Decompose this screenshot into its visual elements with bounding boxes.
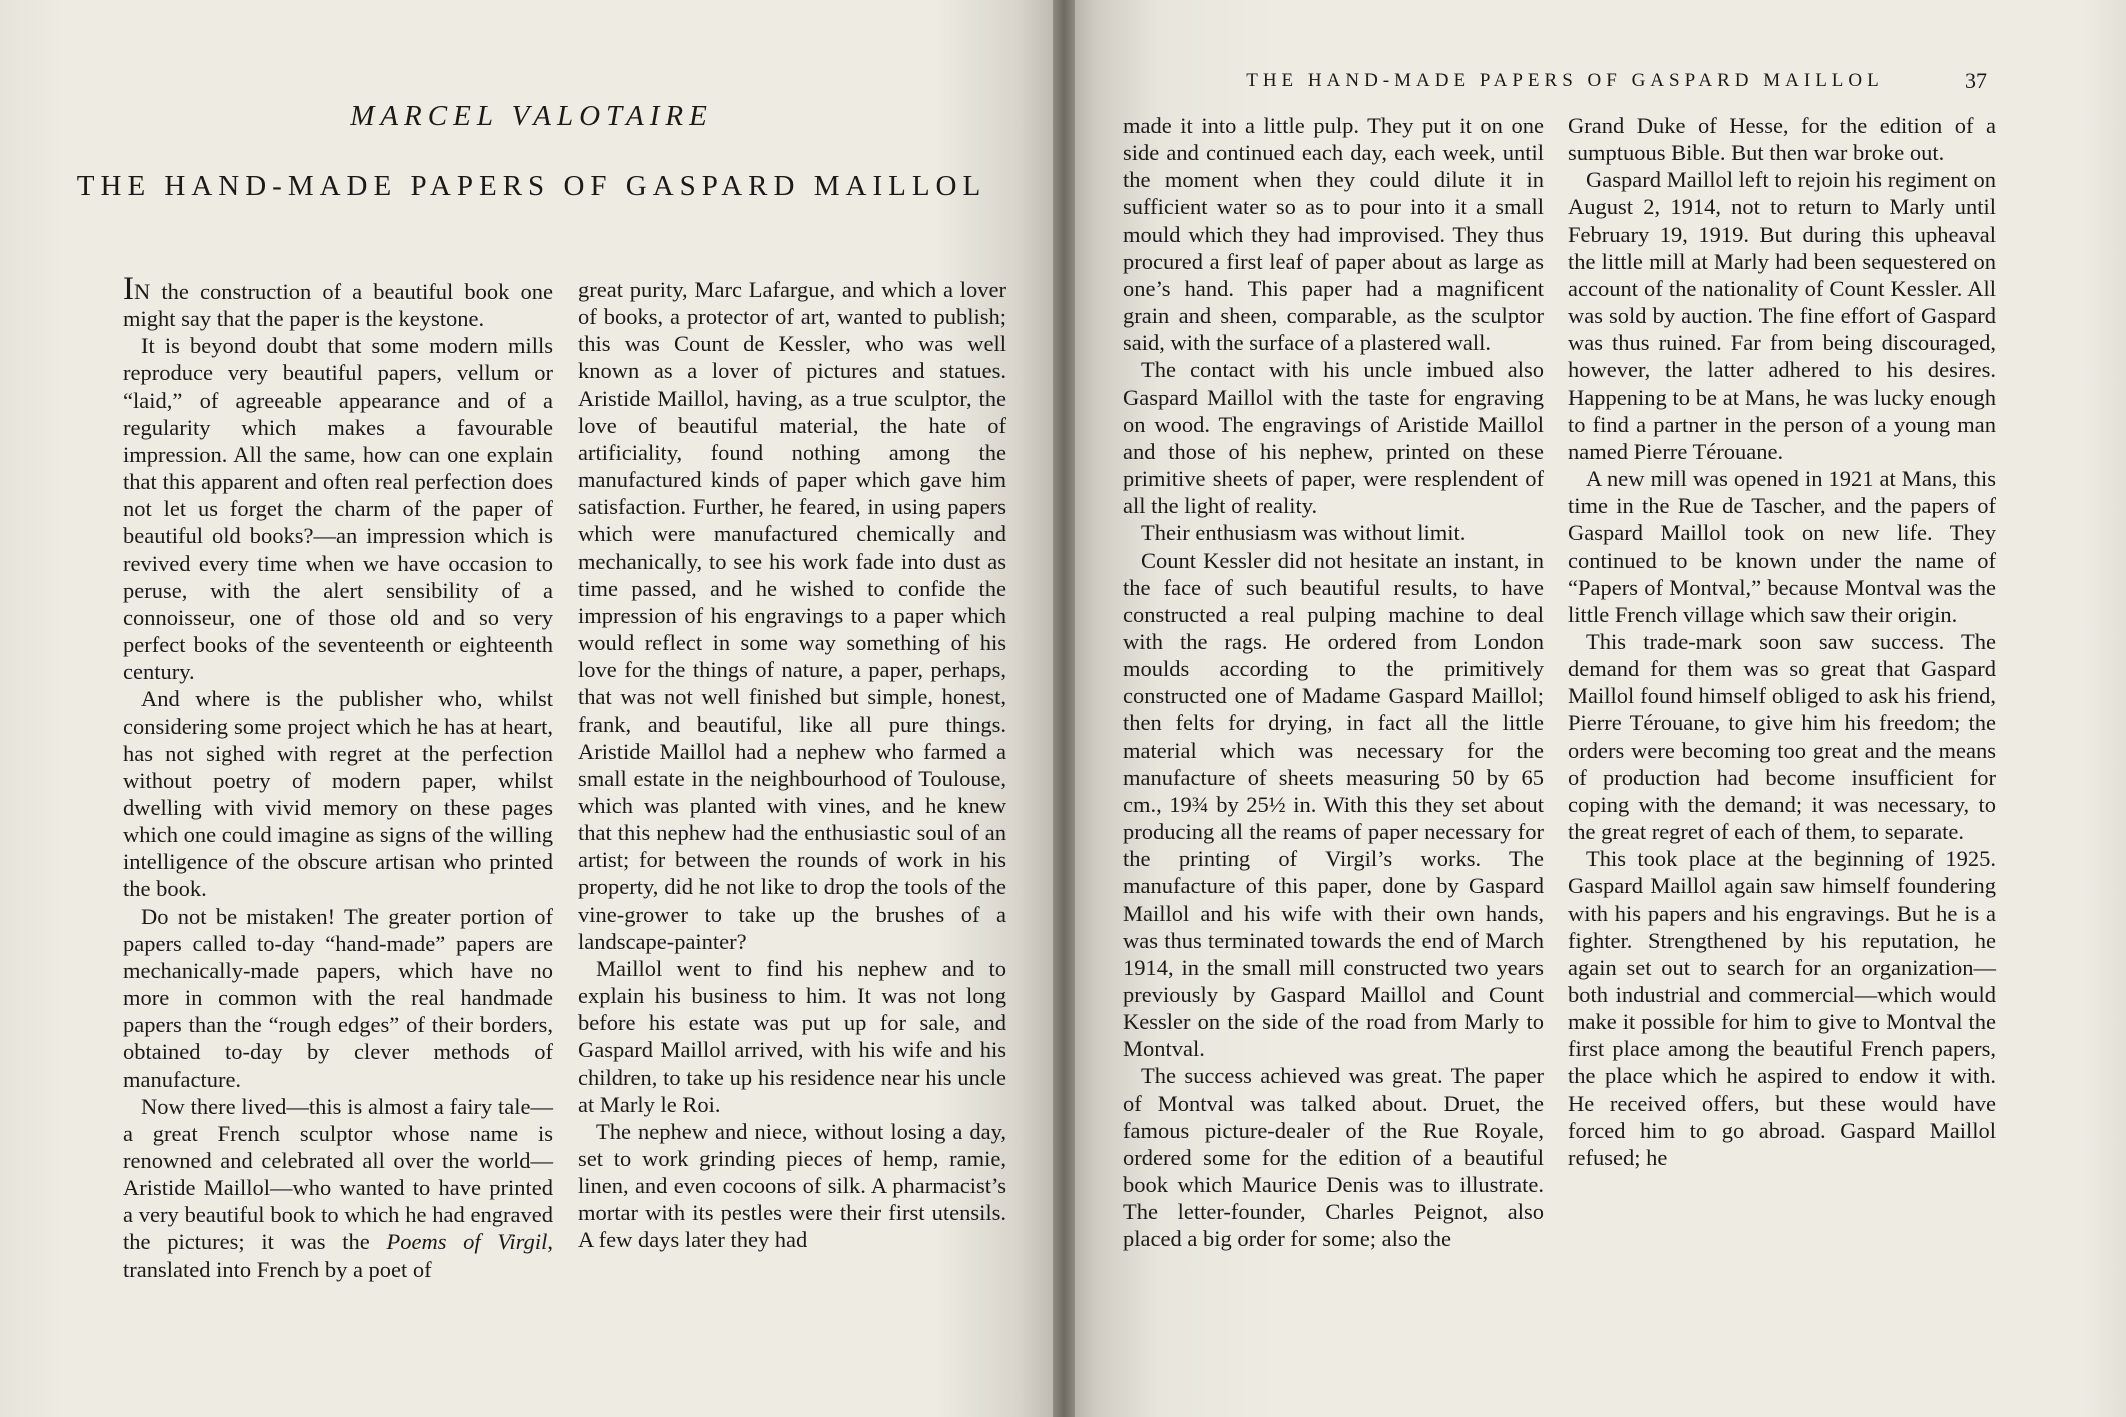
text-column-2 xyxy=(578,276,1006,1254)
paragraph: The success achieved was great. The paper of Montval was talked about. Druet, the famous picture-dealer of the Rue Royale, ordered some for the edition of a beautiful book which Maurice Denis was to illustrate. The letter-founder, Charles Peignot, also placed a big order for some; also the xyxy=(1123,1063,1544,1252)
paragraph: And where is the publisher who, whilst considering some project which he has at heart, has not sighed with regret at the perfection without poetry of modern paper, whilst dwelling with vivid memory on these pages which one could imagine as signs of the willing intelligence of the obscure artisan who printed the book. xyxy=(123,686,553,902)
author-name: MARCEL VALOTAIRE xyxy=(350,100,713,132)
book-title-italic: Poems of Virgil xyxy=(386,1229,548,1255)
text-column-1 xyxy=(123,271,553,1283)
paragraph xyxy=(123,271,553,332)
paragraph-text: Now there lived—this is almost a fairy tale—a great French sculptor whose name is renowned and celebrated all over the world—Aristide Maillol—who wanted to have printed a very beautiful book to which he had engraved the pictures; it was the xyxy=(123,1093,553,1255)
paragraph: This took place at the beginning of 1925. Gaspard Maillol again saw himself foundering with his papers and his engravings. But he is a fighter. Strengthened by his reputation, he again set out to search for an organization—both industrial and commercial—which would make it possible for him to give to Montval the first place among the beautiful French papers, the place which he aspired to endow it with. He received offers, but these would have forced him to go abroad. Gaspard Maillol refused; he xyxy=(1568,846,1996,1170)
paragraph: It is beyond doubt that some modern mills reproduce very beautiful papers, vellum or “laid,” of agreeable appearance and of a regularity which makes a favourable impression. All the same, how can one explain that this apparent and often real perfection does not let us forget the charm of the paper of beautiful old books?—an impression which is revived every time when we have occasion to peruse, with the alert sensibility of a connoisseur, one of those old and so very perfect books of the seventeenth or eighteenth century. xyxy=(123,333,553,685)
paragraph: Gaspard Maillol left to rejoin his regiment on August 2, 1914, not to return to Marly until February 19, 1919. But during this upheaval the little mill at Marly had been sequestered on account of the nationality of Count Kessler. All was sold by auction. The fine effort of Gaspard was thus ruined. Far from being discouraged, however, the latter adhered to his desires. Happening to be at Mans, he was lucky enough to find a partner in the person of a young man named Pierre Térouane. xyxy=(1568,167,1996,464)
paragraph: Maillol went to find his nephew and to explain his business to him. It was not long before his estate was put up for sale, and Gaspard Maillol arrived, with his wife and his children, to take up his residence near his uncle at Marly le Roi. xyxy=(578,955,1006,1117)
book-gutter xyxy=(1053,0,1075,1417)
paragraph xyxy=(123,1093,553,1283)
text-column-4 xyxy=(1568,112,1996,1171)
paragraph: A new mill was opened in 1921 at Mans, this time in the Rue de Tascher, and the papers of Gaspard Maillol took on new life. They continued to be known under the name of “Papers of Montval,” because Montval was the little French village which saw their origin. xyxy=(1568,466,1996,627)
paragraph: Grand Duke of Hesse, for the edition of a sumptuous Bible. But then war broke out. xyxy=(1568,113,1996,166)
initial-letter: I xyxy=(123,271,134,307)
paragraph: made it into a little pulp. They put it on one side and continued each day, each week, until the moment when they could dilute it in sufficient water so as to pour into it a small mould which they had improvised. They thus procured a first leaf of paper about as large as one’s hand. This paper had a magnificent grain and sheen, comparable, as the sculptor said, with the surface of a plastered wall. xyxy=(1123,113,1544,356)
paragraph: The contact with his uncle imbued also Gaspard Maillol with the taste for engraving on wood. The engravings of Aristide Maillol and those of his nephew, printed on these primitive sheets of paper, were resplendent of all the light of reality. xyxy=(1123,357,1544,519)
paragraph: Do not be mistaken! The greater portion of papers called to-day “hand-made” papers are mechanically-made papers, which have no more in common with the real handmade papers than the “rough edges” of their borders, obtained to-day by clever methods of manufacture. xyxy=(123,903,553,1092)
paragraph-text: , translated into French by a poet of xyxy=(123,1229,553,1282)
running-head: THE HAND-MADE PAPERS OF GASPARD MAILLOL xyxy=(1246,70,1884,91)
article-title: THE HAND-MADE PAPERS OF GASPARD MAILLOL xyxy=(76,170,987,202)
page-number: 37 xyxy=(1965,68,1987,93)
text-column-3 xyxy=(1123,112,1544,1253)
paragraph-text: N the construction of a beautiful book one might say that the paper is the keystone. xyxy=(123,279,553,332)
paragraph: Their enthusiasm was without limit. xyxy=(1141,520,1466,546)
paragraph: great purity, Marc Lafargue, and which a lover of books, a protector of art, wanted to publish; this was Count de Kessler, who was well known as a lover of pictures and statues. Aristide Maillol, having, as a true sculptor, the love of beautiful material, the hate of artificiality, found nothing among the manufactured kinds of paper which gave him satisfaction. Further, he feared, in using papers which were manufactured chemically and mechanically, to see his work fade into dust as time passed, and he wished to confide the impression of his engravings to a paper which would reflect in some way something of his love for the things of nature, a paper, perhaps, that was not well finished but simple, honest, frank, and beautiful, like all pure things. Aristide Maillol had a nephew who farmed a small estate in the neighbourhood of Toulouse, which was planted with vines, and he knew that this nephew had the enthusiastic soul of an artist; for between the rounds of work in his property, did he not like to drop the tools of the vine-grower to take up the brushes of a landscape-painter? xyxy=(578,277,1006,954)
paragraph: The nephew and niece, without losing a day, set to work grinding pieces of hemp, ramie, linen, and even cocoons of silk. A pharmacist’s mortar with its pestles were their first utensils. A few days later they had xyxy=(578,1118,1006,1253)
paragraph: This trade-mark soon saw success. The demand for them was so great that Gaspard Maillol found himself obliged to ask his friend, Pierre Térouane, to give him his freedom; the orders were becoming too great and the means of production had become insufficient for coping with the demand; it was necessary, to the great regret of each of them, to separate. xyxy=(1568,628,1996,845)
paragraph: Count Kessler did not hesitate an instant, in the face of such beautiful results, to have constructed a real pulping machine to deal with the rags. He ordered from London moulds according to the primitively constructed one of Madame Gaspard Maillol; then felts for drying, in fact all the little material which was necessary for the manufacture of sheets measuring 50 by 65 cm., 19¾ by 25½ in. With this they set about producing all the reams of paper necessary for the printing of Virgil’s works. The manufacture of this paper, done by Gaspard Maillol and his wife with their own hands, was thus terminated towards the end of March 1914, in the small mill constructed two years previously by Gaspard Maillol and Count Kessler on the side of the road from Marly to Montval. xyxy=(1123,547,1544,1062)
